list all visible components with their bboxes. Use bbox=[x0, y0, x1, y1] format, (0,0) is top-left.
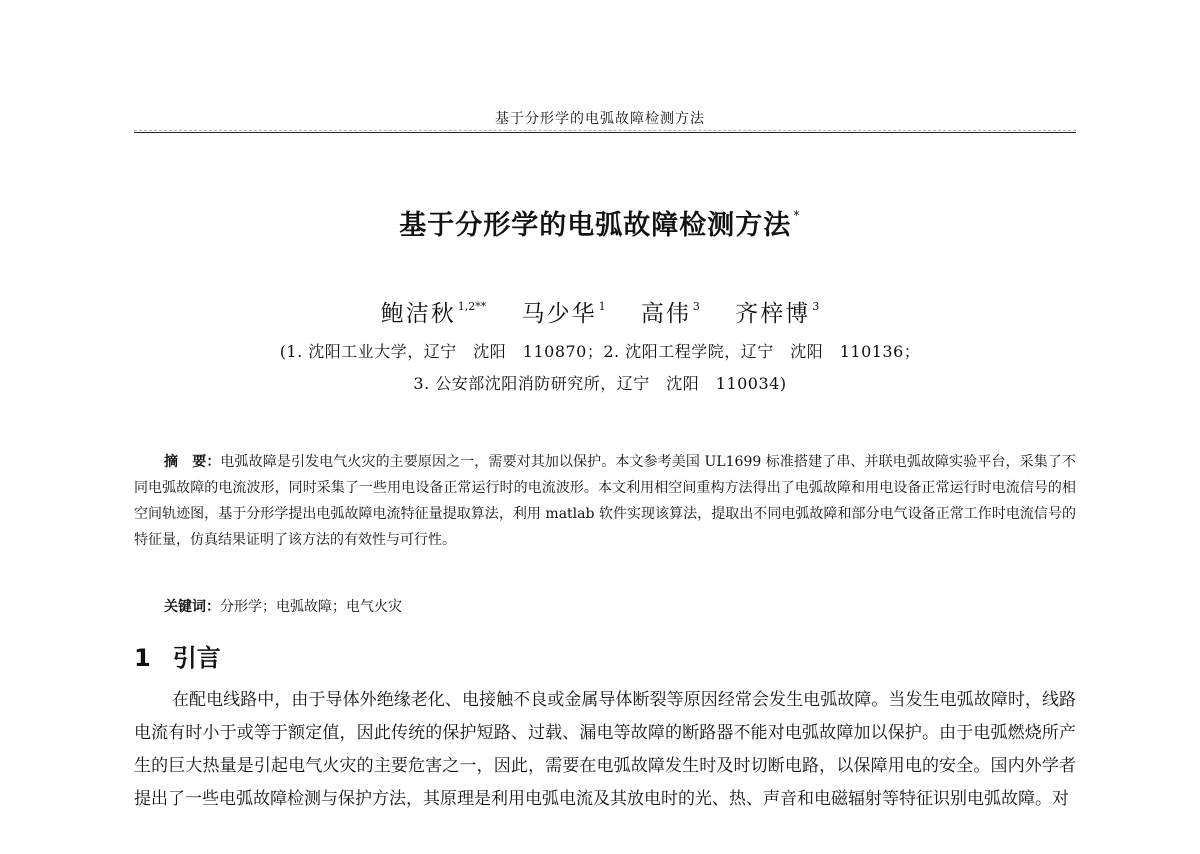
running-header: 基于分形学的电弧故障检测方法 bbox=[495, 111, 705, 127]
author-name: 高伟 bbox=[640, 301, 691, 327]
header-rule-dashed bbox=[134, 130, 1076, 131]
author-1 bbox=[522, 301, 606, 327]
paper-title bbox=[0, 203, 1200, 242]
body-text bbox=[134, 684, 1076, 816]
author-2 bbox=[641, 301, 700, 327]
author-name: 齐梓博 bbox=[735, 301, 811, 327]
author-list bbox=[0, 295, 1200, 328]
author-affil-mark: 3 bbox=[812, 300, 820, 313]
author-name: 鲍洁秋 bbox=[380, 301, 456, 327]
section-title: 引言 bbox=[172, 644, 221, 672]
author-0 bbox=[381, 301, 487, 327]
affiliation-line-1: (1. 沈阳工业大学，辽宁 沈阳 110870；2. 沈阳工程学院，辽宁 沈阳 110136； bbox=[279, 342, 921, 361]
paper-title-text: 基于分形学的电弧故障检测方法 bbox=[399, 210, 792, 241]
author-affil-mark: 3 bbox=[692, 300, 700, 313]
section-heading bbox=[134, 638, 221, 673]
body-paragraph: 在配电线路中，由于导体外绝缘老化、电接触不良或金属导体断裂等原因经常会发生电弧故障。当发生电弧故障时，线路电流有时小于或等于额定值，因此传统的保护短路、过载、漏电等故障的断路器不能对电弧故障加以保护。由于电弧燃烧所产生的巨大热量是引起电气火灾的主要危害之一，因此，需要在电弧故障发生时及时切断电路，以保障用电的安全。国内外学者提出了一些电弧故障检测与保护方法，其原理是利用电弧电流及其放电时的光、热、声音和电磁辐射等特征识别电弧故障。对 bbox=[134, 690, 1076, 809]
abstract-text: 电弧故障是引发电气火灾的主要原因之一，需要对其加以保护。本文参考美国 UL1699 标准搭建了串、并联电弧故障实验平台，采集了不同电弧故障的电流波形，同时采集了一些用电设备正常运行时的电流波形。本文利用相空间重构方法得出了电弧故障和用电设备正常运行时电流信号的相空间轨迹图，基于分形学提出电弧故障电流特征量提取算法，利用 matlab 软件实现该算法，提取出不同电弧故障和部分电气设备正常工作时电流信号的特征量，仿真结果证明了该方法的有效性与可行性。 bbox=[134, 454, 1077, 548]
keywords bbox=[164, 596, 402, 616]
affiliation-line-2: 3. 公安部沈阳消防研究所，辽宁 沈阳 110034) bbox=[413, 374, 787, 393]
author-name: 马少华 bbox=[521, 301, 597, 327]
keywords-label: 关键词： bbox=[164, 599, 220, 615]
author-3 bbox=[735, 301, 819, 327]
author-affil-mark: 1 bbox=[598, 300, 606, 313]
header-rule bbox=[134, 132, 1076, 133]
author-affil-mark: 1,2** bbox=[457, 300, 487, 313]
abstract-label: 摘 要： bbox=[164, 454, 221, 470]
keywords-text: 分形学；电弧故障；电气火灾 bbox=[220, 599, 402, 615]
abstract bbox=[134, 449, 1076, 553]
abstract-paragraph bbox=[134, 449, 1076, 553]
title-footnote-mark: * bbox=[793, 209, 801, 224]
section-number: 1 bbox=[134, 644, 151, 672]
